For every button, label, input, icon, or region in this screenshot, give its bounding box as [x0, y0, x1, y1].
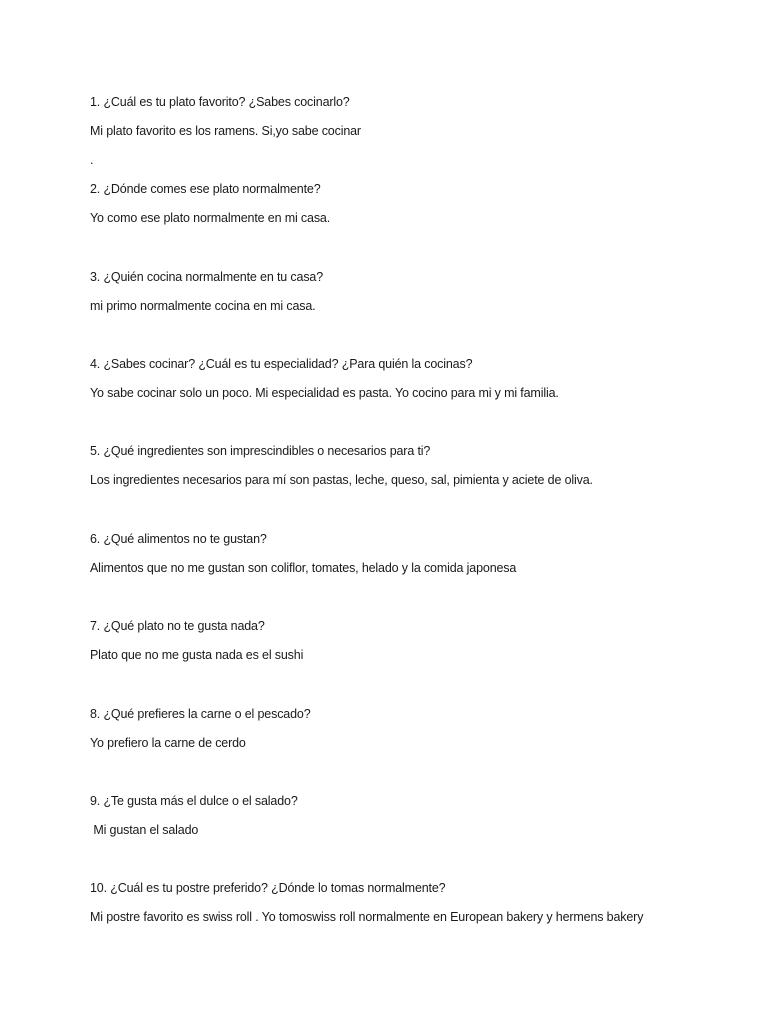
- answer-6: Alimentos que no me gustan son coliflor, tomates, helado y la comida japonesa: [90, 561, 517, 575]
- question-6: 6. ¿Qué alimentos no te gustan?: [90, 532, 267, 546]
- question-2: 2. ¿Dónde comes ese plato normalmente?: [90, 182, 321, 196]
- answer-7: Plato que no me gusta nada es el sushi: [90, 648, 304, 662]
- answer-5: Los ingredientes necesarios para mí son pastas, leche, queso, sal, pimienta y aciete de oliva.: [90, 473, 593, 487]
- question-8: 8. ¿Qué prefieres la carne o el pescado?: [90, 707, 311, 721]
- question-1: 1. ¿Cuál es tu plato favorito? ¿Sabes cocinarlo?: [90, 95, 350, 109]
- answer-9: Mi gustan el salado: [90, 823, 199, 837]
- answer-3: mi primo normalmente cocina en mi casa.: [90, 299, 316, 313]
- answer-8: Yo prefiero la carne de cerdo: [90, 736, 246, 750]
- answer-10: Mi postre favorito es swiss roll . Yo tomoswiss roll normalmente en European bakery y hermens bakery: [90, 910, 644, 924]
- answer-1: Mi plato favorito es los ramens. Si,yo sabe cocinar: [90, 124, 361, 138]
- question-5: 5. ¿Qué ingredientes son imprescindibles o necesarios para ti?: [90, 444, 431, 458]
- answer-1-continuation: .: [90, 153, 94, 167]
- answer-2: Yo como ese plato normalmente en mi casa.: [90, 211, 331, 225]
- question-7: 7. ¿Qué plato no te gusta nada?: [90, 619, 265, 633]
- answer-4: Yo sabe cocinar solo un poco. Mi especialidad es pasta. Yo cocino para mi y mi familia.: [90, 386, 559, 400]
- question-10: 10. ¿Cuál es tu postre preferido? ¿Dónde lo tomas normalmente?: [90, 881, 446, 895]
- question-4: 4. ¿Sabes cocinar? ¿Cuál es tu especialidad? ¿Para quién la cocinas?: [90, 357, 473, 371]
- question-9: 9. ¿Te gusta más el dulce o el salado?: [90, 794, 298, 808]
- question-3: 3. ¿Quién cocina normalmente en tu casa?: [90, 270, 324, 284]
